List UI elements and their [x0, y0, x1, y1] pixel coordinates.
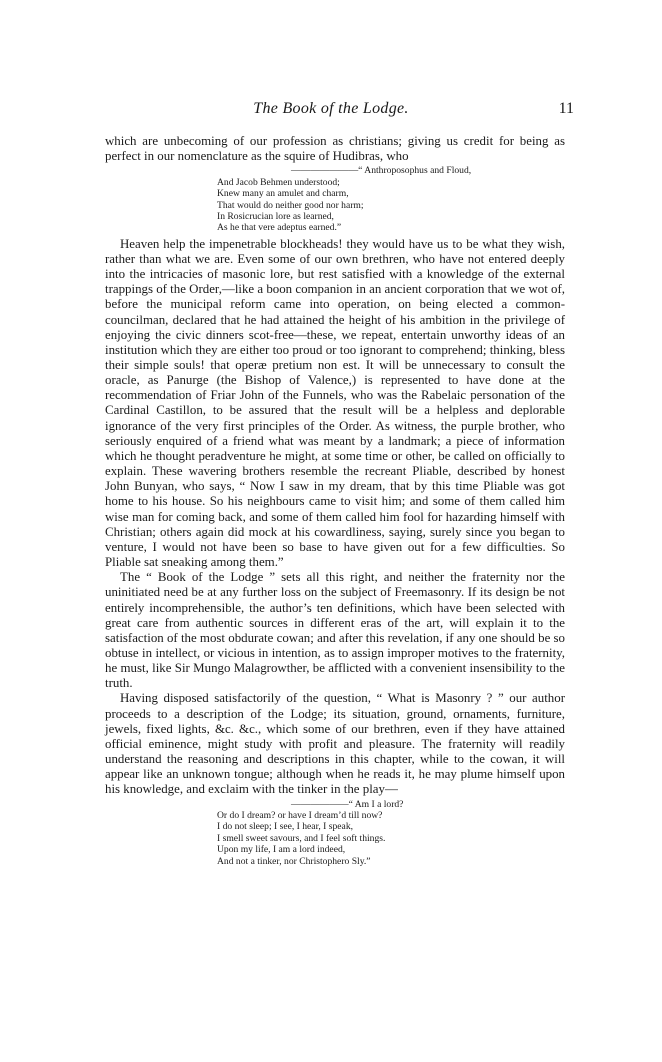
verse-line: Upon my life, I am a lord indeed, — [217, 844, 346, 856]
running-header — [0, 100, 662, 122]
verse-line: ——————“ Am I a lord? — [291, 798, 404, 810]
verse-line: I smell sweet savours, and I feel soft things. — [217, 832, 386, 844]
verse-line: As he that vere adeptus earned.” — [217, 222, 342, 234]
verse-line: Or do I dream? or have I dream’d till now? — [217, 809, 383, 821]
body-text — [105, 134, 565, 870]
verse-line: And Jacob Behmen understood; — [217, 176, 340, 188]
verse-line: That would do neither good nor harm; — [217, 199, 364, 211]
page-number: 11 — [558, 100, 574, 117]
running-title: The Book of the Lodge. — [253, 100, 409, 117]
paragraph: Heaven help the impenetrable blockheads! they would have us to be what they wish, rather than what we are. Even some of our own brethren, who have not entered deeply into the intricacies of masonic lore, but rest satisfied with a knowledge of the external trappings of the Order,—like a boon companion in an ancient corporation that we wot of, before the municipal reform came into operation, on being elected a common-councilman, declared that he had attained the height of his ambition in the privilege of enjoying the civic dinners scot-free—these, we repeat, entertain unworthy ideas of an institution which they are either too proud or too ignorant to comprehend; thinking, bless their simple souls! that operæ pretium non est. It will be unnecessary to consult the oracle, as Panurge (the Bishop of Valence,) is represented to have done at the recommendation of Friar John of the Funnels, who was the Rabelaic personation of the Cardinal Castillon, to be assured that the result will be a helpless and deplorable ignorance of the very first principles of the Order. As witness, the purple brother, who seriously enquired of a friend what was meant by a landmark; a piece of information which he thought peradventure he might, at some time or other, be called on officially to explain. These wavering brothers resemble the recreant Pliable, described by honest John Bunyan, who says, “ Now I saw in my dream, that by this time Pliable was got home to his house. So his neighbours came to visit him; and some of them called him wise man for coming back, and some of them called him fool for hazarding himself with Christian; others again did mock at his cowardliness, saying, surely since you began to venture, I would not have been so base to have given out for a few difficulties. So Pliable sat sneaking among them.” — [105, 236, 565, 570]
verse-line: And not a tinker, nor Christophero Sly.” — [217, 855, 371, 867]
verse-line: Knew many an amulet and charm, — [217, 188, 349, 200]
verse-quote — [217, 799, 565, 867]
paragraph: The “ Book of the Lodge ” sets all this right, and neither the fraternity nor the uninitiated need be at any further loss on the subject of Freemasonry. If its design be not entirely incomprehensible, the author’s ten definitions, which have been selected with great care from authentic sources in different eras of the art, will explain it to the satisfaction of the most obdurate cowan; and after this revelation, if any one should be so obtuse in intellect, or vicious in intention, as to assign improper motives to the fraternity, he must, like Sir Mungo Malagrowther, be afflicted with a convenient insensibility to the truth. — [105, 570, 565, 691]
paragraph: Having disposed satisfactorily of the question, “ What is Masonry ? ” our author proceeds to a description of the Lodge; its situation, ground, ornaments, furniture, jewels, fixed lights, &c. &c., which some of our brethren, even if they have attained official eminence, might study with profit and pleasure. The fraternity will readily understand the reasoning and descriptions in this chapter, while to the cowan, it will appear like an unknown tongue; although when he reads it, he may plume himself upon his knowledge, and exclaim with the tinker in the play— — [105, 691, 565, 797]
verse-quote — [217, 165, 565, 233]
verse-line: I do not sleep; I see, I hear, I speak, — [217, 821, 354, 833]
paragraph: which are unbecoming of our profession as christians; giving us credit for being as perfect in our nomenclature as the squire of Hudibras, who — [105, 134, 565, 164]
verse-line: In Rosicrucian lore as learned, — [217, 210, 334, 222]
verse-line: ———————“ Anthroposophus and Floud, — [291, 165, 472, 177]
